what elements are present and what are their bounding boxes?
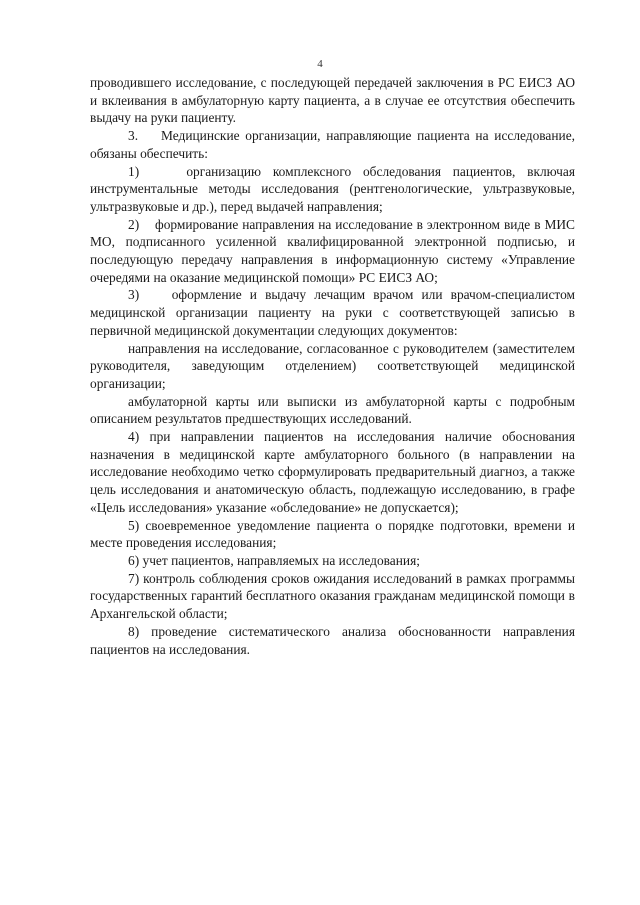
paragraph-item-3: 3. Медицинские организации, направляющие пациента на исследование, обязаны обеспечить: <box>90 128 575 161</box>
paragraph-subitem-8: 8) проведение систематического анализа обоснованности направления пациентов на исследования. <box>90 623 575 657</box>
page-number: 4 <box>317 58 323 70</box>
paragraph-continuation: проводившего исследование, с последующей передачей заключения в РС ЕИСЗ АО и вклеивания в амбулаторную карту пациента, а в случае ее отсутствия обеспечить выдачу на руки пациенту. <box>90 75 575 126</box>
paragraph-outpatient-card: амбулаторной карты или выписки из амбулаторной карты с подробным описанием результатов предшествующих исследований. <box>90 393 575 427</box>
paragraph-subitem-6: 6) учет пациентов, направляемых на исследования; <box>128 552 420 568</box>
paragraph-subitem-5: 5) своевременное уведомление пациента о порядке подготовки, времени и месте проведения исследования; <box>90 517 575 551</box>
paragraph-subitem-3: 3) оформление и выдачу лечащим врачом или врачом-специалистом медицинской организации пациенту на руки с соответствующей записью в первичной медицинской документации следующих документов: <box>90 287 575 338</box>
document-body <box>90 74 575 658</box>
paragraph-subitem-4: 4) при направлении пациентов на исследования наличие обоснования назначения в медицинской карте амбулаторного больного (в направлении на исследование необходимо четко сформулировать предварительный диагноз, а также цель исследования и анатомическую область, подлежащую исследованию, в графе «Цель исследования» указание «обследование» не допускается); <box>90 429 575 515</box>
paragraph-subitem-1: 1) организацию комплексного обследования пациентов, включая инструментальные методы исследования (рентгенологические, ультразвуковые, ультразвуковые и др.), перед выдачей направления; <box>90 163 575 214</box>
paragraph-subitem-7: 7) контроль соблюдения сроков ожидания исследований в рамках программы государственных гарантий бесплатного оказания гражданам медицинской помощи в Архангельской области; <box>90 570 575 622</box>
paragraph-referral-document: направления на исследование, согласованное с руководителем (заместителем руководителя, заведующим отделением) соответствующей медицинской организации; <box>90 340 575 391</box>
paragraph-subitem-2: 2) формирование направления на исследование в электронном виде в МИС МО, подписанного усиленной квалифицированной электронной подписью, и последующую передачу направления в информационную систему «Управление очередями на оказание медицинской помощи» РС ЕИСЗ АО; <box>90 216 575 285</box>
